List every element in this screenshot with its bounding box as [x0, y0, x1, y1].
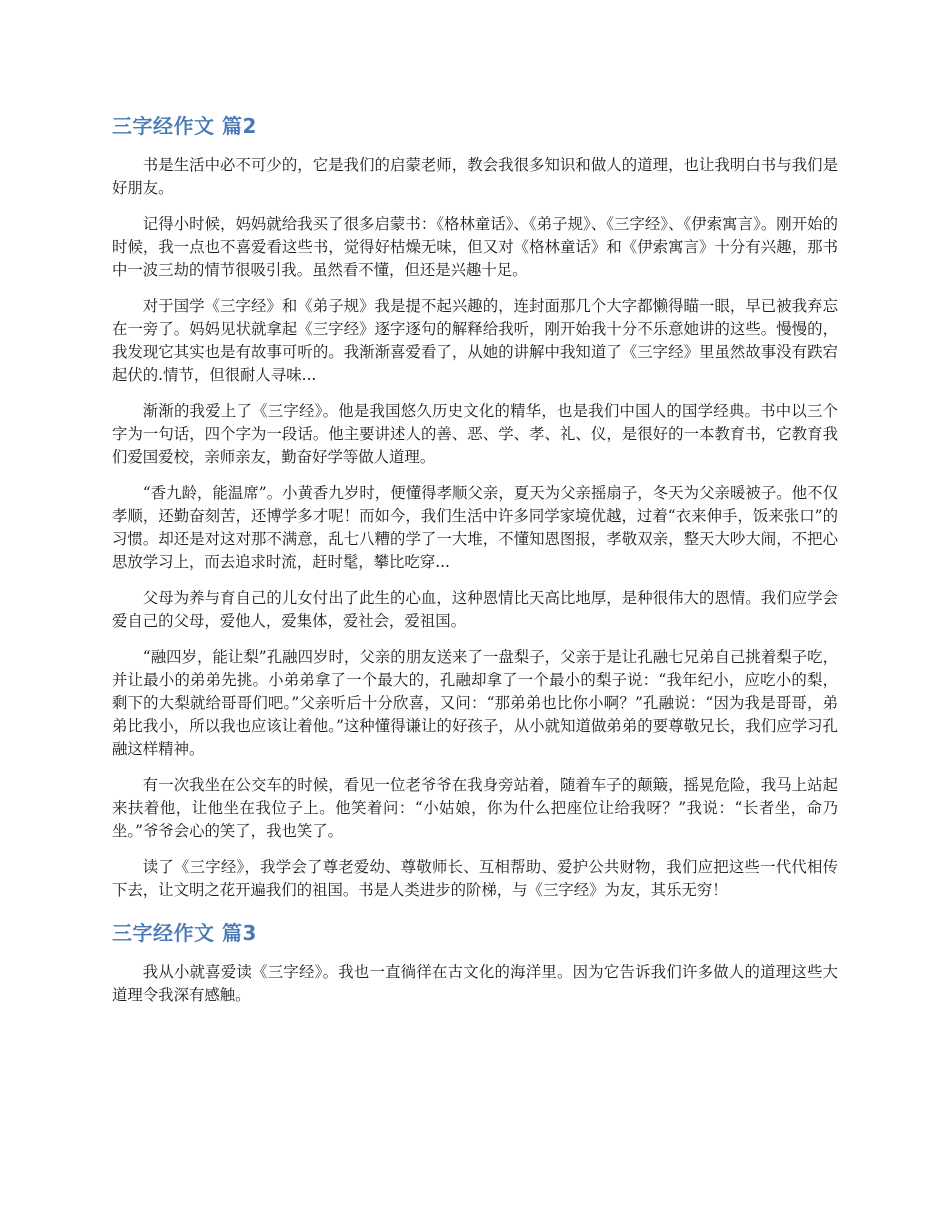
section-2-paragraph-5: “香九龄，能温席”。小黄香九岁时，便懂得孝顺父亲，夏天为父亲摇扇子，冬天为父亲暖被子。他不仅孝顺，还勤奋刻苦，还博学多才呢！而如今，我们生活中许多同学家境优越，过着“衣来伸手，饭来张口”的习惯。却还是对这对那不满意，乱七八糟的学了一大堆，不懂知恩图报，孝敬双亲，整天大吵大闹，不把心思放学习上，而去追求时流，赶时髦，攀比吃穿...: [112, 484, 838, 571]
section-3-paragraph-1: 我从小就喜爱读《三字经》。我也一直徜徉在古文化的海洋里。因为它告诉我们许多做人的道理这些大道理令我深有感触。: [112, 963, 838, 1004]
section-2-paragraph-3: 对于国学《三字经》和《弟子规》我是提不起兴趣的，连封面那几个大字都懒得瞄一眼，早已被我弃忘在一旁了。妈妈见状就拿起《三字经》逐字逐句的解释给我听，刚开始我十分不乐意她讲的这些。慢慢的，我发现它其实也是有故事可听的。我渐渐喜爱看了，从她的讲解中我知道了《三字经》里虽然故事没有跌宕起伏的.情节，但很耐人寻味...: [112, 297, 838, 384]
document-page: [112, 108, 838, 1020]
section-2-paragraph-6: 父母为养与育自己的儿女付出了此生的心血，这种恩情比天高比地厚，是种很伟大的恩情。我们应学会爱自己的父母，爱他人，爱集体，爱社会，爱祖国。: [112, 589, 838, 630]
section-2-paragraph-9: 读了《三字经》，我学会了尊老爱幼、尊敬师长、互相帮助、爱护公共财物，我们应把这些一代代相传下去，让文明之花开遍我们的祖国。书是人类进步的阶梯，与《三字经》为友，其乐无穷！: [112, 858, 838, 899]
section-2-paragraph-1: 书是生活中必不可少的，它是我们的启蒙老师，教会我很多知识和做人的道理，也让我明白书与我们是好朋友。: [112, 156, 838, 197]
section-3-heading: 三字经作文 篇3: [112, 921, 257, 945]
section-2-heading: 三字经作文 篇2: [112, 114, 257, 138]
section-2-paragraph-7: “融四岁，能让梨”孔融四岁时，父亲的朋友送来了一盘梨子，父亲于是让孔融七兄弟自己挑着梨子吃，并让最小的弟弟先挑。小弟弟拿了一个最大的，孔融却拿了一个最小的梨子说：“我年纪小，应吃小的梨，剩下的大梨就给哥哥们吧。”父亲听后十分欣喜，又问：“那弟弟也比你小啊？”孔融说：“因为我是哥哥，弟弟比我小，所以我也应该让着他。”这种懂得谦让的好孩子，从小就知道做弟弟的要尊敬兄长，我们应学习孔融这样精神。: [112, 648, 838, 758]
section-2-paragraph-4: 渐渐的我爱上了《三字经》。他是我国悠久历史文化的精华，也是我们中国人的国学经典。书中以三个字为一句话，四个字为一段话。他主要讲述人的善、恶、学、孝、礼、仪，是很好的一本教育书，它教育我们爱国爱校，亲师亲友，勤奋好学等做人道理。: [112, 402, 838, 466]
section-2-paragraph-8: 有一次我坐在公交车的时候，看见一位老爷爷在我身旁站着，随着车子的颠簸，摇晃危险，我马上站起来扶着他，让他坐在我位子上。他笑着问：“小姑娘，你为什么把座位让给我呀？”我说：“长者坐，命乃坐。”爷爷会心的笑了，我也笑了。: [112, 776, 838, 840]
section-2-paragraph-2: 记得小时候，妈妈就给我买了很多启蒙书：《格林童话》、《弟子规》、《三字经》、《伊索寓言》。刚开始的时候，我一点也不喜爱看这些书，觉得好枯燥无味，但又对《格林童话》和《伊索寓言》十分有兴趣，那书中一波三劫的情节很吸引我。虽然看不懂，但还是兴趣十足。: [112, 215, 838, 279]
